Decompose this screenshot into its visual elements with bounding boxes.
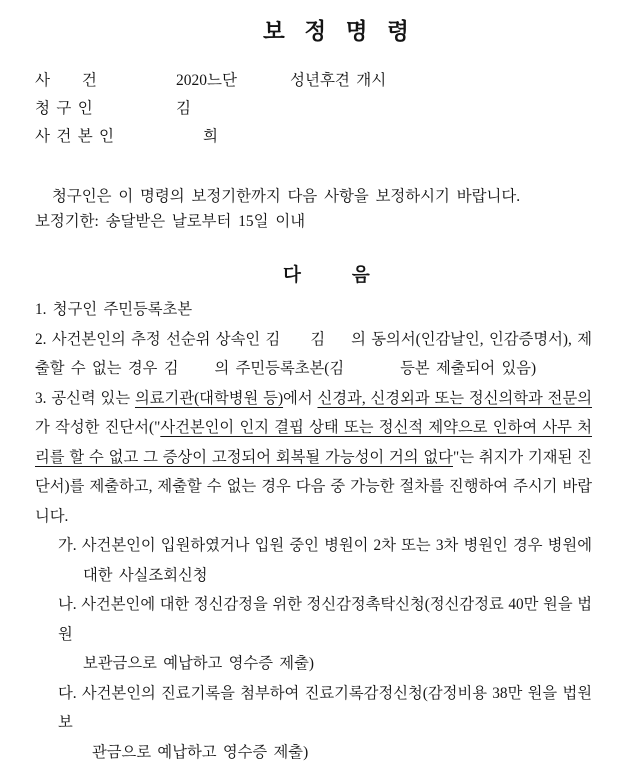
order-body xyxy=(35,295,592,767)
text-segment: 가 작성한 진단서(" xyxy=(35,419,160,436)
item-2-line-2 xyxy=(35,354,592,384)
redaction-gap xyxy=(280,343,310,344)
text-segment: 에서 xyxy=(283,390,317,407)
subject-name: 희 xyxy=(203,124,218,146)
underlined-segment: 신경과, 신경외과 또는 정신의학과 전문의 xyxy=(317,390,592,407)
sub-item-na-line-1: 나. 사건본인에 대한 정신감정을 위한 정신감정촉탁신청(정신감정료 40만 원을 법원 xyxy=(35,590,592,649)
item-1-line: 1. 청구인 주민등록초본 xyxy=(35,295,592,325)
item-3-line-4: 단서)를 제출하고, 제출할 수 없는 경우 다음 중 가능한 절차를 진행하여 주시기 바랍 xyxy=(35,472,592,502)
text-segment: 등본 제출되어 있음) xyxy=(400,360,536,377)
underlined-segment: 의료기관(대학병원 등) xyxy=(135,390,283,407)
sub-item-ga-line-1: 가. 사건본인이 입원하였거나 입원 중인 병원이 2차 또는 3차 병원인 경우 병원에 xyxy=(35,531,592,561)
sub-item-da-line-1: 다. 사건본인의 진료기록을 첨부하여 진료기록감정신청(감정비용 38만 원을 법원 보 xyxy=(35,679,592,738)
text-segment: "는 취지가 기재된 진 xyxy=(453,449,592,466)
item-3-line-2 xyxy=(35,413,592,443)
subject-row xyxy=(0,124,627,146)
petitioner-name: 김 xyxy=(176,96,191,118)
daum-heading-right: 음 xyxy=(352,266,370,286)
deadline-line: 보정기한: 송달받은 날로부터 15일 이내 xyxy=(35,209,305,231)
subject-label: 사 건 본 인 xyxy=(35,124,114,146)
text-segment: 의 동의서(인감날인, 인감증명서), 제 xyxy=(351,331,592,348)
case-row xyxy=(0,68,627,90)
underlined-segment: 사건본인이 인지 결핍 상태 또는 정신적 제약으로 인하여 사무 처 xyxy=(160,419,592,436)
item-2-line-1 xyxy=(35,325,592,355)
petitioner-label: 청 구 인 xyxy=(35,96,93,118)
text-segment: 2. 사건본인의 추정 선순위 상속인 김 xyxy=(35,331,280,348)
redaction-gap xyxy=(344,372,400,373)
sub-item-da-line-2: 관금으로 예납하고 영수증 제출) xyxy=(35,738,592,767)
case-label: 사 건 xyxy=(35,68,97,90)
case-type: 성년후견 개시 xyxy=(290,68,386,90)
item-3-line-5: 니다. xyxy=(35,502,592,532)
sub-item-na-line-2: 보관금으로 예납하고 영수증 제출) xyxy=(35,649,592,679)
daum-heading-left: 다 xyxy=(283,266,301,286)
case-number: 2020느단 xyxy=(176,68,237,90)
document-title: 보 정 명 령 xyxy=(263,14,416,46)
text-segment: 의 주민등록초본(김 xyxy=(215,360,345,377)
underlined-segment: 리를 할 수 없고 그 증상이 고정되어 회복될 가능성이 거의 없다 xyxy=(35,449,453,466)
text-segment: 출할 수 없는 경우 김 xyxy=(35,360,179,377)
item-3-line-3 xyxy=(35,443,592,473)
intro-paragraph: 청구인은 이 명령의 보정기한까지 다음 사항을 보정하시기 바랍니다. xyxy=(52,184,520,206)
redaction-gap xyxy=(325,343,351,344)
text-segment: 김 xyxy=(310,331,325,348)
petitioner-row xyxy=(0,96,627,118)
redaction-gap xyxy=(179,372,215,373)
item-3-line-1 xyxy=(35,384,592,414)
sub-item-ga-line-2: 대한 사실조회신청 xyxy=(35,561,592,591)
text-segment: 3. 공신력 있는 xyxy=(35,390,135,407)
daum-heading xyxy=(283,265,370,287)
